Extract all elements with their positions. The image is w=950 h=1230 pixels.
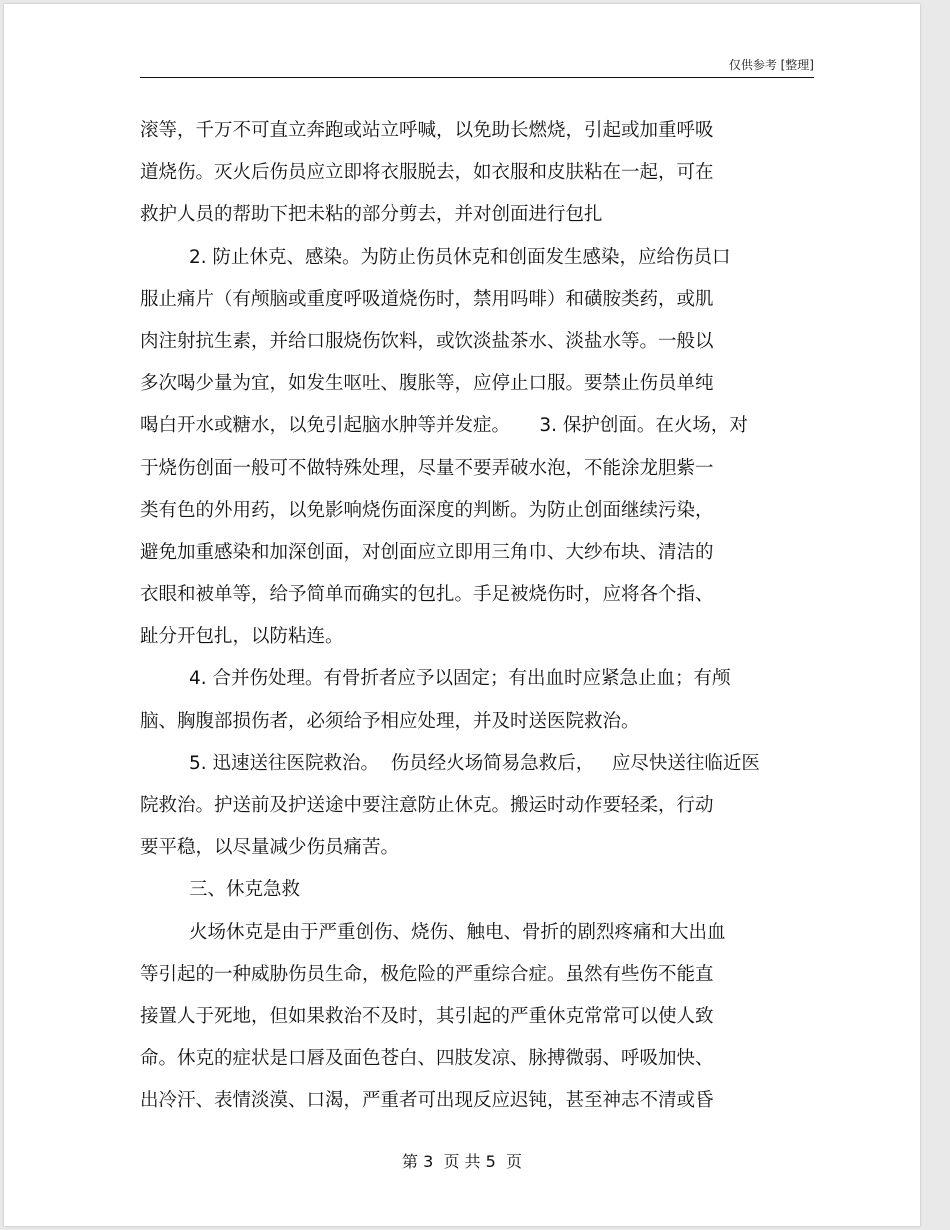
body-line: 趾分开包扎，以防粘连。 <box>140 626 344 648</box>
body-line: 火场休克是由于严重创伤、烧伤、触电、骨折的剧烈疼痛和大出血 <box>189 921 726 943</box>
section-heading: 三、休克急救 <box>189 879 301 901</box>
body-line: 多次喝少量为宜，如发生呕吐、腹胀等，应停止口服。要禁止伤员单纯 <box>140 373 714 395</box>
body-line: 脑、胸腹部损伤者，必须给予相应处理，并及时送医院救治。 <box>140 710 640 732</box>
body-line: 衣眼和被单等，给予简单而确实的包扎。手足被烧伤时，应将各个指、 <box>140 584 714 606</box>
body-line: 喝白开水或糖水，以免引起脑水肿等并发症。 3. 保护创面。在火场，对 <box>140 415 748 437</box>
header-rule <box>140 77 814 78</box>
body-line: 等引起的一种威胁伤员生命，极危险的严重综合症。虽然有些伤不能直 <box>140 963 714 985</box>
body-line: 于烧伤创面一般可不做特殊处理，尽量不要弄破水泡，不能涂龙胆紫一 <box>140 457 714 479</box>
body-line: 道烧伤。灭火后伤员应立即将衣服脱去，如衣服和皮肤粘在一起，可在 <box>140 162 714 184</box>
page-number-footer: 第 3 页 共 5 页 <box>402 1152 522 1171</box>
body-line: 院救治。护送前及护送途中要注意防止休克。搬运时动作要轻柔，行动 <box>140 795 714 816</box>
body-line: 肉注射抗生素，并给口服烧伤饮料，或饮淡盐茶水、淡盐水等。一般以 <box>140 330 714 352</box>
body-line: 滚等，千万不可直立奔跑或站立呼喊，以免助长燃烧，引起或加重呼吸 <box>140 120 714 141</box>
body-line: 服止痛片（有颅脑或重度呼吸道烧伤时，禁用吗啡）和磺胺类药，或肌 <box>140 288 714 310</box>
body-line: 接置人于死地，但如果救治不及时，其引起的严重休克常常可以使人致 <box>140 1005 714 1027</box>
body-line: 命。休克的症状是口唇及面色苍白、四肢发凉、脉搏微弱、呼吸加快、 <box>140 1048 714 1070</box>
body-line: 要平稳，以尽量减少伤员痛苦。 <box>140 837 400 859</box>
body-text <box>140 110 814 1123</box>
body-line: 类有色的外用药，以免影响烧伤面深度的判断。为防止创面继续污染， <box>140 499 714 521</box>
document-page <box>4 4 920 1226</box>
body-line: 救护人员的帮助下把未粘的部分剪去，并对创面进行包扎 <box>140 204 603 226</box>
body-line: 5. 迅速送往医院救治。 伤员经火场简易急救后， 应尽快送往临近医 <box>189 752 760 774</box>
body-line: 2. 防止休克、感染。为防止伤员休克和创面发生感染，应给伤员口 <box>189 246 731 268</box>
body-line: 避免加重感染和加深创面，对创面应立即用三角巾、大纱布块、清洁的 <box>140 541 714 563</box>
page-header: 仅供参考 [整理] <box>728 58 814 72</box>
body-line: 4. 合并伤处理。有骨折者应予以固定；有出血时应紧急止血；有颅 <box>189 668 731 690</box>
body-line: 出冷汗、表情淡漠、口渴，严重者可出现反应迟钝，甚至神志不清或昏 <box>140 1090 714 1112</box>
